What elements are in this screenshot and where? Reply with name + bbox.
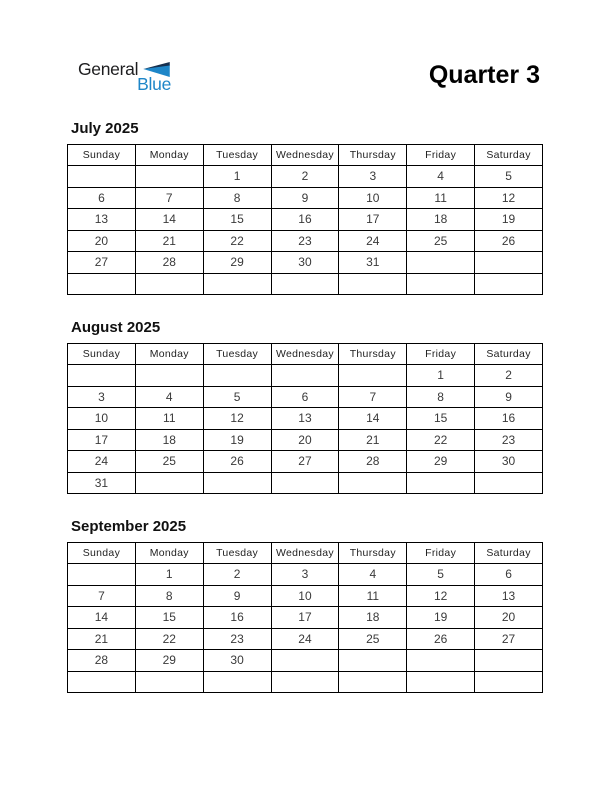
day-cell: 5 (475, 166, 543, 188)
day-cell-empty (339, 365, 407, 387)
day-cell: 28 (68, 650, 136, 672)
day-cell-empty (203, 472, 271, 494)
day-cell: 7 (68, 585, 136, 607)
day-cell-empty (68, 365, 136, 387)
day-cell: 22 (203, 230, 271, 252)
month-table (67, 343, 543, 494)
day-cell-empty (339, 472, 407, 494)
day-cell: 30 (475, 451, 543, 473)
week-row (68, 628, 543, 650)
day-cell: 26 (203, 451, 271, 473)
day-cell: 20 (475, 607, 543, 629)
day-cell: 27 (68, 252, 136, 274)
day-cell: 14 (135, 209, 203, 231)
day-cell: 10 (339, 187, 407, 209)
weekday-header-cell: Monday (135, 145, 203, 166)
day-cell-empty (135, 472, 203, 494)
day-cell: 27 (271, 451, 339, 473)
day-cell: 2 (475, 365, 543, 387)
week-row (68, 187, 543, 209)
day-cell-empty (135, 273, 203, 295)
week-row (68, 408, 543, 430)
day-cell: 23 (475, 429, 543, 451)
day-cell-empty (339, 273, 407, 295)
day-cell-empty (271, 472, 339, 494)
day-cell: 24 (271, 628, 339, 650)
weekday-header-cell: Friday (407, 543, 475, 564)
day-cell: 19 (407, 607, 475, 629)
day-cell: 3 (271, 564, 339, 586)
day-cell-empty (407, 273, 475, 295)
weekday-header-cell: Tuesday (203, 543, 271, 564)
day-cell: 3 (339, 166, 407, 188)
week-row (68, 429, 543, 451)
day-cell: 23 (203, 628, 271, 650)
day-cell: 17 (271, 607, 339, 629)
day-cell: 19 (203, 429, 271, 451)
day-cell-empty (407, 650, 475, 672)
day-cell-empty (339, 671, 407, 693)
day-cell: 9 (475, 386, 543, 408)
day-cell-empty (271, 273, 339, 295)
day-cell: 30 (271, 252, 339, 274)
week-row (68, 386, 543, 408)
week-row (68, 607, 543, 629)
day-cell-empty (68, 564, 136, 586)
page-title: Quarter 3 (428, 61, 540, 89)
month-title: July 2025 (71, 120, 139, 137)
day-cell: 5 (407, 564, 475, 586)
day-cell: 28 (135, 252, 203, 274)
week-row (68, 230, 543, 252)
day-cell: 14 (68, 607, 136, 629)
day-cell: 5 (203, 386, 271, 408)
day-cell: 29 (135, 650, 203, 672)
day-cell: 4 (339, 564, 407, 586)
day-cell-empty (271, 671, 339, 693)
weekday-header-cell: Thursday (339, 145, 407, 166)
day-cell: 6 (271, 386, 339, 408)
day-cell: 13 (271, 408, 339, 430)
day-cell: 22 (407, 429, 475, 451)
day-cell: 25 (135, 451, 203, 473)
day-cell: 17 (68, 429, 136, 451)
day-cell-empty (475, 252, 543, 274)
day-cell: 20 (271, 429, 339, 451)
weekday-header-cell: Monday (135, 543, 203, 564)
week-row (68, 209, 543, 231)
day-cell: 26 (475, 230, 543, 252)
day-cell-empty (339, 650, 407, 672)
day-cell: 6 (475, 564, 543, 586)
month-section-september (67, 518, 543, 693)
week-row (68, 252, 543, 274)
weekday-header-cell: Sunday (68, 543, 136, 564)
day-cell: 31 (339, 252, 407, 274)
day-cell: 29 (203, 252, 271, 274)
day-cell-empty (407, 252, 475, 274)
day-cell: 1 (135, 564, 203, 586)
logo (78, 59, 171, 95)
weekday-header-cell: Wednesday (271, 344, 339, 365)
day-cell: 13 (68, 209, 136, 231)
day-cell: 12 (407, 585, 475, 607)
day-cell: 14 (339, 408, 407, 430)
day-cell: 8 (203, 187, 271, 209)
day-cell-empty (68, 273, 136, 295)
day-cell: 8 (135, 585, 203, 607)
day-cell: 13 (475, 585, 543, 607)
day-cell: 27 (475, 628, 543, 650)
day-cell: 15 (203, 209, 271, 231)
month-table (67, 542, 543, 693)
day-cell: 26 (407, 628, 475, 650)
day-cell-empty (475, 650, 543, 672)
day-cell: 9 (271, 187, 339, 209)
weekday-header-cell: Friday (407, 344, 475, 365)
weekday-header-row (68, 543, 543, 564)
day-cell: 6 (68, 187, 136, 209)
day-cell: 11 (135, 408, 203, 430)
day-cell: 7 (339, 386, 407, 408)
day-cell: 11 (407, 187, 475, 209)
day-cell: 16 (271, 209, 339, 231)
day-cell-empty (203, 671, 271, 693)
weekday-header-cell: Wednesday (271, 543, 339, 564)
week-row (68, 166, 543, 188)
month-title: September 2025 (71, 518, 187, 535)
day-cell: 18 (339, 607, 407, 629)
day-cell: 12 (203, 408, 271, 430)
month-section-july (67, 120, 543, 295)
weekday-header-cell: Wednesday (271, 145, 339, 166)
week-row (68, 472, 543, 494)
day-cell: 7 (135, 187, 203, 209)
day-cell: 8 (407, 386, 475, 408)
weekday-header-cell: Thursday (339, 543, 407, 564)
weekday-header-cell: Saturday (475, 145, 543, 166)
week-row (68, 585, 543, 607)
week-row (68, 650, 543, 672)
logo-text-blue: Blue (137, 74, 171, 94)
day-cell: 25 (407, 230, 475, 252)
week-row (68, 564, 543, 586)
day-cell: 24 (339, 230, 407, 252)
day-cell: 16 (203, 607, 271, 629)
day-cell: 16 (475, 408, 543, 430)
day-cell-empty (407, 472, 475, 494)
day-cell: 4 (135, 386, 203, 408)
weekday-header-cell: Tuesday (203, 344, 271, 365)
day-cell-empty (203, 273, 271, 295)
day-cell-empty (475, 671, 543, 693)
day-cell-empty (68, 166, 136, 188)
day-cell: 11 (339, 585, 407, 607)
day-cell: 30 (203, 650, 271, 672)
month-section-august (67, 319, 543, 494)
weekday-header-cell: Thursday (339, 344, 407, 365)
day-cell: 18 (135, 429, 203, 451)
day-cell: 2 (271, 166, 339, 188)
day-cell: 22 (135, 628, 203, 650)
day-cell: 18 (407, 209, 475, 231)
day-cell: 10 (271, 585, 339, 607)
day-cell: 15 (135, 607, 203, 629)
day-cell-empty (135, 671, 203, 693)
day-cell-empty (135, 166, 203, 188)
day-cell: 28 (339, 451, 407, 473)
day-cell-empty (68, 671, 136, 693)
weekday-header-cell: Sunday (68, 344, 136, 365)
day-cell: 10 (68, 408, 136, 430)
day-cell-empty (271, 650, 339, 672)
week-row (68, 451, 543, 473)
weekday-header-cell: Saturday (475, 543, 543, 564)
day-cell: 21 (339, 429, 407, 451)
day-cell: 4 (407, 166, 475, 188)
weekday-header-cell: Monday (135, 344, 203, 365)
day-cell: 21 (68, 628, 136, 650)
weekday-header-cell: Sunday (68, 145, 136, 166)
day-cell: 20 (68, 230, 136, 252)
week-row (68, 671, 543, 693)
day-cell: 2 (203, 564, 271, 586)
weekday-header-row (68, 344, 543, 365)
day-cell-empty (135, 365, 203, 387)
week-row (68, 365, 543, 387)
month-title: August 2025 (71, 319, 161, 336)
day-cell: 23 (271, 230, 339, 252)
logo-text-general: General (78, 59, 139, 79)
weekday-header-cell: Saturday (475, 344, 543, 365)
day-cell-empty (475, 273, 543, 295)
day-cell: 1 (407, 365, 475, 387)
day-cell: 12 (475, 187, 543, 209)
day-cell-empty (203, 365, 271, 387)
weekday-header-cell: Friday (407, 145, 475, 166)
day-cell: 3 (68, 386, 136, 408)
day-cell: 17 (339, 209, 407, 231)
day-cell-empty (407, 671, 475, 693)
month-table (67, 144, 543, 295)
day-cell: 25 (339, 628, 407, 650)
week-row (68, 273, 543, 295)
day-cell-empty (271, 365, 339, 387)
day-cell: 15 (407, 408, 475, 430)
day-cell: 21 (135, 230, 203, 252)
day-cell: 1 (203, 166, 271, 188)
day-cell: 9 (203, 585, 271, 607)
day-cell: 19 (475, 209, 543, 231)
weekday-header-cell: Tuesday (203, 145, 271, 166)
weekday-header-row (68, 145, 543, 166)
day-cell-empty (475, 472, 543, 494)
day-cell: 31 (68, 472, 136, 494)
day-cell: 24 (68, 451, 136, 473)
day-cell: 29 (407, 451, 475, 473)
